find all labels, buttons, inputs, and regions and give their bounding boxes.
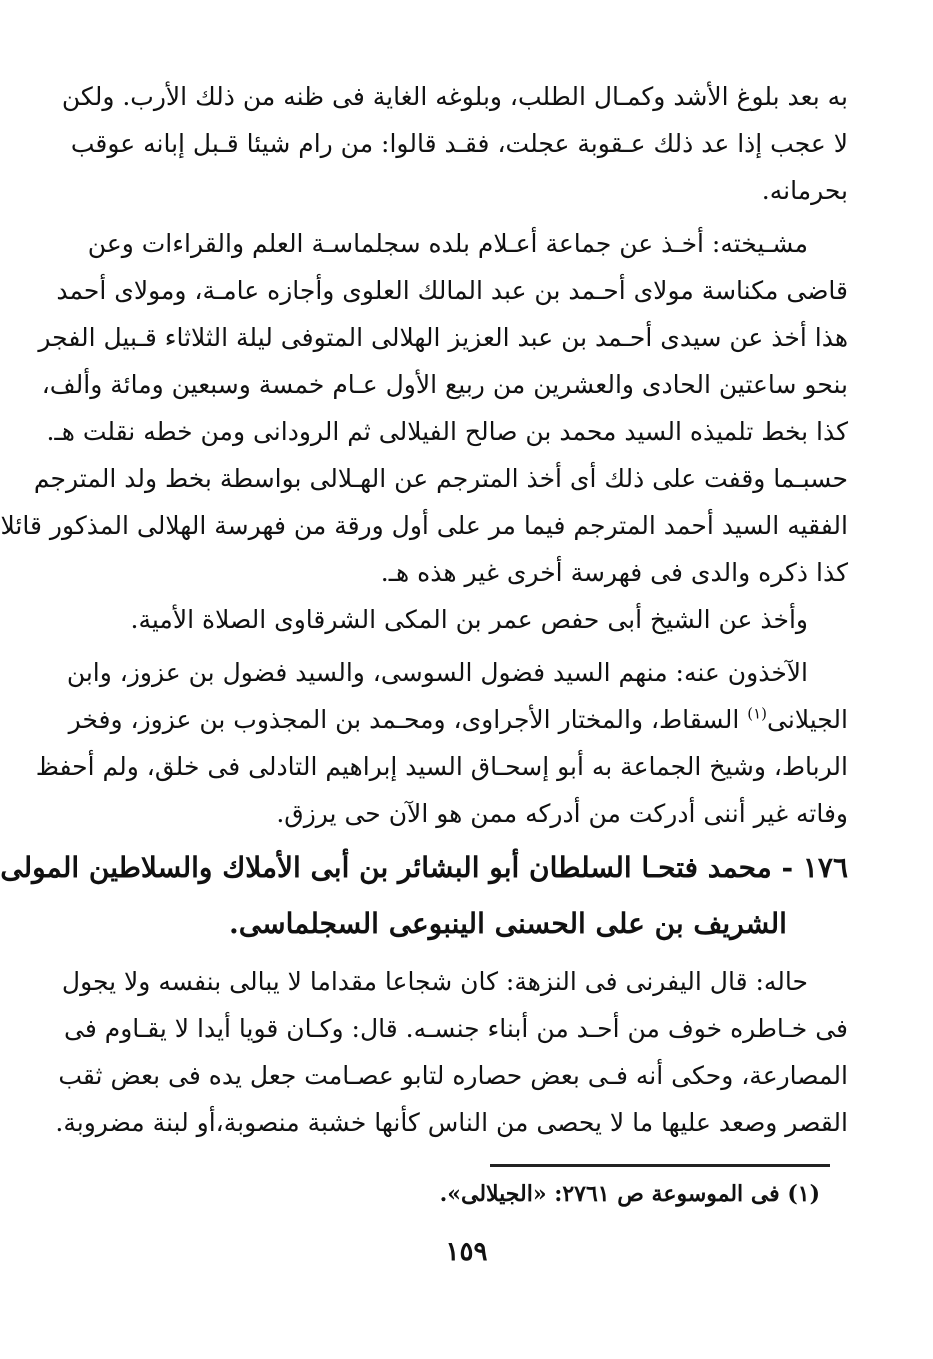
text-line: [68, 696, 848, 743]
text-line: مشـيخته: أخـذ عن جماعة أعـلام بلده سجلماسـة العلم والقراءات وعن: [87, 229, 808, 258]
heading-line: الشريف بن على الحسنى الينبوعى السجلماسى.: [229, 907, 787, 940]
text-line: بنحو ساعتين الحادى والعشرين من ربيع الأول عـام خمسة وسبعين ومائة وألف،: [41, 370, 848, 399]
text-line: كذا ذكره والدى فى فهرسة أخرى غير هذه هـ.: [380, 558, 848, 587]
text-line: بحرمانه.: [761, 176, 848, 205]
page-number: ١٥٩: [445, 1237, 488, 1267]
text-line: الرباط، وشيخ الجماعة به أبو إسحـاق السيد إبراهيم التادلى فى خلق، ولم أحفظ: [35, 752, 848, 781]
text-line: فى خـاطره خوف من أحـد من أبناء جنسـه. قال: وكـان قويا أيدا لا يقـاوم فى: [64, 1014, 848, 1043]
text-fragment: السقاط، والمختار الأجراوى، ومحـمد بن المجذوب بن عزوز، وفخر: [68, 705, 740, 734]
text-line: الآخذون عنه: منهم السيد فضول السوسى، والسيد فضول بن عزوز، وابن: [66, 658, 808, 687]
text-line: لا عجب إذا عد ذلك عـقوبة عجلت، فقـد قالوا: من رام شيئا قـبل إبانه عوقب: [70, 129, 848, 158]
text-line: هذا أخذ عن سيدى أحـمد بن عبد العزيز الهلالى المتوفى ليلة الثلاثاء قـبيل الفجر: [38, 323, 848, 352]
paragraph-mashyakha: [0, 220, 848, 596]
text-line: كذا بخط تلميذه السيد محمد بن صالح الفيلالى ثم الرودانى ومن خطه نقلت هـ.: [46, 417, 848, 446]
text-line: وفاته غير أننى أدركت من أدركه ممن هو الآن حى يرزق.: [276, 799, 848, 828]
paragraph-akhidhun: [35, 649, 848, 837]
text-fragment: الجيلانى: [767, 705, 848, 734]
text-line: وأخذ عن الشيخ أبى حفص عمر بن المكى الشرقاوى الصلاة الأمية.: [130, 605, 808, 634]
footnote-marker: (١): [747, 704, 768, 723]
footnote-divider: [490, 1164, 830, 1167]
text-line: قاضى مكناسة مولاى أحـمد بن عبد المالك العلوى وأجازه عامـة، ومولاى أحمد: [56, 276, 848, 305]
heading-line: ١٧٦ - محمد فتحـا السلطان أبو البشائر بن أبى الأملاك والسلاطين المولى: [0, 851, 848, 884]
entry-heading: [0, 840, 848, 952]
text-line: المصارعة، وحكى أنه فـى بعض حصاره لتابو عصـامت جعل يده فى بعض ثقب: [58, 1061, 848, 1090]
text-line: الفقيه السيد أحمد المترجم فيما مر على أول ورقة من فهرسة الهلالى المذكور قائلا: [0, 511, 848, 540]
text-line: حاله: قال اليفرنى فى النزهة: كان شجاعا مقداما لا يبالى بنفسه ولا يجول: [61, 967, 808, 996]
paragraph-akhadh: [88, 596, 848, 643]
text-line: القصر وصعد عليها ما لا يحصى من الناس كأنها خشبة منصوبة،أو لبنة مضروبة.: [55, 1108, 848, 1137]
text-line: به بعد بلوغ الأشد وكمـال الطلب، وبلوغه الغاية فى ظنه من ذلك الأرب. ولكن: [61, 82, 848, 111]
footnote: (١) فى الموسوعة ص ٢٧٦١: «الجيلالى».: [439, 1181, 820, 1207]
text-line: حسبـما وقفت على ذلك أى أخذ المترجم عن الهـلالى بواسطة بخط ولد المترجم: [33, 464, 848, 493]
paragraph-haluhu: [55, 958, 848, 1146]
paragraph-intro: [61, 73, 848, 214]
